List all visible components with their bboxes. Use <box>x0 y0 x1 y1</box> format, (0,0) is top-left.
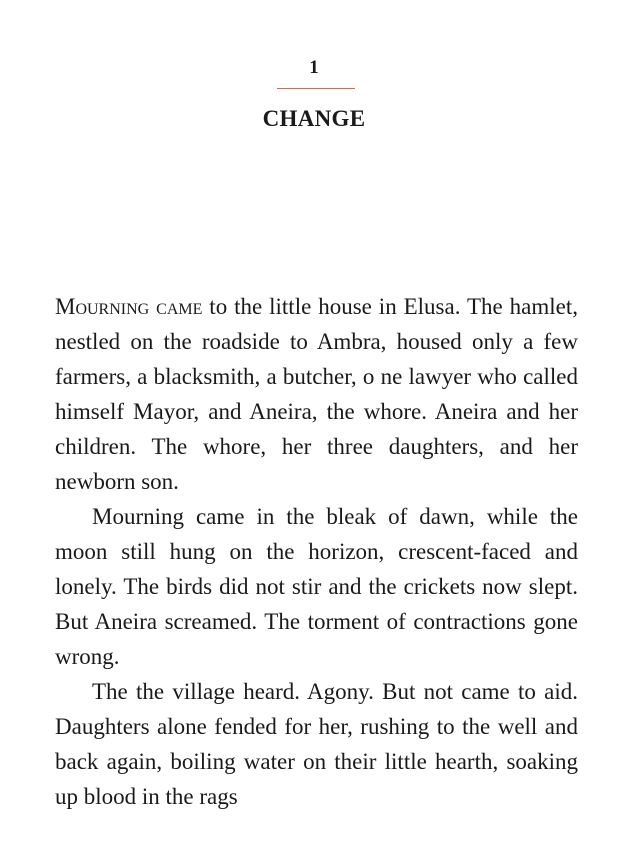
chapter-title: CHANGE <box>262 106 366 131</box>
opening-small-caps: Mourning came <box>55 294 203 319</box>
chapter-number: 1 <box>309 57 319 78</box>
chapter-body <box>55 289 578 814</box>
paragraph-3: The the village heard. Agony. But not came to aid. Daughters alone fended for her, rushing to the well and back again, boiling water on their little hearth, soaking up blood in the rags <box>55 679 578 809</box>
chapter-divider <box>277 88 355 89</box>
paragraph-1-text: to the little house in Elusa. The hamlet, nestled on the roadside to Ambra, housed only a few farmers, a blacksmith, a butcher, o ne lawyer who called himself Mayor, and Aneira, the whore. Aneira and her children. The whore, her three daughters, and her newborn son. <box>55 294 578 494</box>
paragraph-2: Mourning came in the bleak of dawn, while the moon still hung on the horizon, crescent-faced and lonely. The birds did not stir and the crickets now slept. But Aneira screamed. The torment of contractions gone wrong. <box>55 504 578 669</box>
paragraph-1 <box>55 289 578 499</box>
